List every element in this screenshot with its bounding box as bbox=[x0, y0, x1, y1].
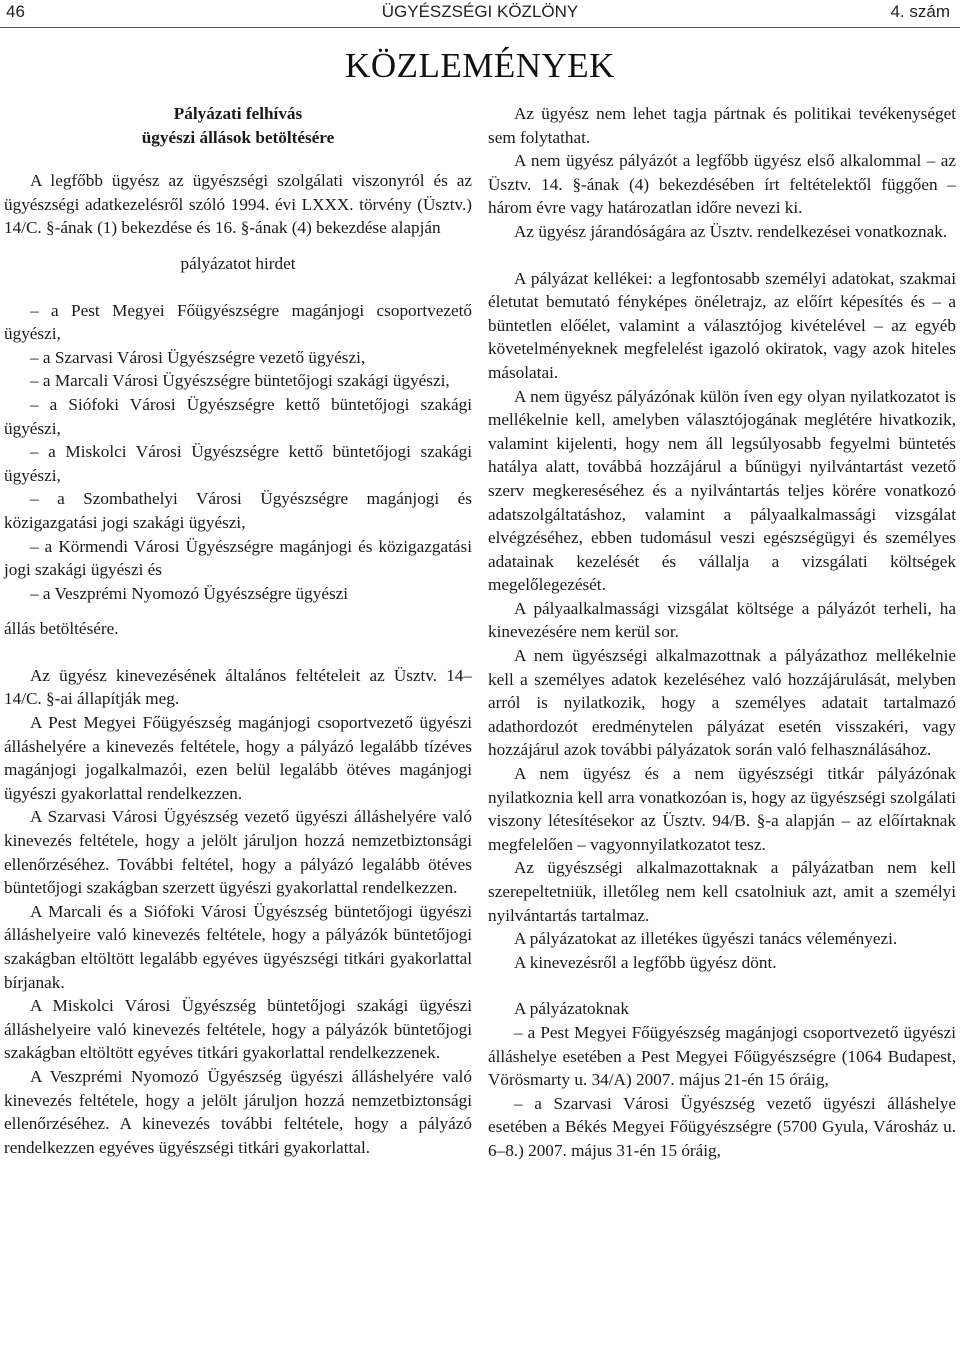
position-item: – a Veszprémi Nyomozó Ügyészségre ügyészi bbox=[30, 583, 349, 603]
submission-item: – a Pest Megyei Főügyészség magánjogi csoportvezető ügyészi álláshelye esetében a Pest Megyei Főügyészségre (1064 Budapest, Vörösmarty u. 34/A) 2007. május 21-én 15 óráig, bbox=[488, 1022, 956, 1090]
body-paragraph: A nem ügyész és a nem ügyészségi titkár pályázónak nyilatkoznia kell arra vonatkozóan is, hogy az ügyészségi szolgálati viszony létesítésekor az Üsztv. 94/B. §-a alapján – az előírtaknak megfelelően – vagyonnyilatkozatot tesz. bbox=[488, 764, 956, 854]
publication-title: ÜGYÉSZSÉGI KÖZLÖNY bbox=[381, 2, 579, 21]
body-paragraph: Az ügyész járandóságára az Üsztv. rendelkezései vonatkoznak. bbox=[514, 221, 948, 241]
closing-line: állás betöltésére. bbox=[4, 619, 119, 639]
submission-heading: A pályázatoknak bbox=[514, 999, 630, 1019]
body-paragraph: A nem ügyész pályázót a legfőbb ügyész első alkalommal – az Üsztv. 14. §-ának (4) bekezdésében írt feltételektől függően – három évre vagy határozatlan időre nevezi ki. bbox=[488, 151, 956, 218]
right-column bbox=[488, 102, 956, 1163]
body-paragraph: A Miskolci Városi Ügyészség büntetőjogi szakági ügyészi álláshelyeire való kinevezés feltétele, hogy a pályázók büntetőjogi szakágban eltöltött egyéves titkári gyakorlattal rendelkezzenek. bbox=[4, 996, 472, 1063]
notice-title bbox=[4, 102, 472, 149]
position-item: – a Pest Megyei Főügyészségre magánjogi csoportvezető ügyészi, bbox=[4, 300, 472, 344]
body-paragraph: A pályaalkalmassági vizsgálat költsége a pályázót terheli, ha kinevezésére nem kerül sor. bbox=[488, 598, 956, 642]
body-paragraph: Az ügyészségi alkalmazottaknak a pályázatban nem kell szerepeltetniük, illetőleg nem kell csatolniuk azt, amit a személyi nyilvántartás tartalmaz. bbox=[488, 858, 956, 925]
body-paragraph: A Szarvasi Városi Ügyészség vezető ügyészi álláshelyére való kinevezés feltétele, hogy a jelölt járuljon hozzá nemzetbiztonsági ellenőrzéséhez. További feltétel, hogy a pályázó legalább ötéves büntetőjogi szakágban szerzett ügyészi gyakorlattal rendelkezzen. bbox=[4, 807, 472, 898]
body-paragraph: A Marcali és a Siófoki Városi Ügyészség büntetőjogi ügyészi álláshelyeire való kinevezés feltétele, hogy a pályázók büntetőjogi szakágban eltöltött legalább egyéves ügyészségi titkári gyakorlattal bírjanak. bbox=[4, 901, 472, 992]
position-item: – a Marcali Városi Ügyészségre büntetőjogi szakági ügyészi, bbox=[30, 371, 450, 391]
intro-paragraph: A legfőbb ügyész az ügyészségi szolgálati viszonyról és az ügyészségi adatkezelésről szóló 1994. évi LXXX. törvény (Üsztv.) 14/C. §-ának (1) bekezdése és 16. §-ának (4) bekezdése alapján bbox=[4, 171, 472, 238]
body-paragraph: A pályázatokat az illetékes ügyészi tanács véleményezi. bbox=[514, 929, 898, 949]
notice-title-line2: ügyészi állások betöltésére bbox=[141, 127, 335, 147]
body-paragraph: Az ügyész kinevezésének általános feltételeit az Üsztv. 14–14/C. §-ai állapítják meg. bbox=[4, 665, 472, 709]
announcement: pályázatot hirdet bbox=[180, 253, 296, 273]
position-item: – a Siófoki Városi Ügyészségre kettő büntetőjogi szakági ügyészi, bbox=[4, 394, 472, 438]
body-paragraph: A kinevezésről a legfőbb ügyész dönt. bbox=[514, 952, 777, 972]
body-paragraph: A pályázat kellékei: a legfontosabb személyi adatokat, szakmai életutat bemutató fényképes önéletrajz, az előírt képesítés és – a büntetlen előélet, valamint a választójog kivételével – az egyéb követelményeknek megfelelést igazoló okiratok, vagy azok hiteles másolatai. bbox=[488, 268, 956, 382]
section-title: KÖZLEMÉNYEK bbox=[345, 46, 615, 85]
position-item: – a Miskolci Városi Ügyészségre kettő büntetőjogi szakági ügyészi, bbox=[4, 442, 472, 485]
left-column bbox=[4, 102, 472, 1159]
issue-number: 4. szám bbox=[890, 2, 950, 21]
body-paragraph: A Veszprémi Nyomozó Ügyészség ügyészi álláshelyére való kinevezés feltétele, hogy a jelölt járuljon hozzá nemzetbiztonsági ellenőrzéséhez. A kinevezés további feltétele, hogy a pályázó rendelkezzen egyéves ügyészségi titkári gyakorlattal. bbox=[4, 1066, 472, 1157]
position-item: – a Szombathelyi Városi Ügyészségre magánjogi és közigazgatási jogi szakági ügyészi, bbox=[4, 489, 472, 532]
position-item: – a Szarvasi Városi Ügyészségre vezető ügyészi, bbox=[30, 347, 366, 367]
notice-title-line1: Pályázati felhívás bbox=[173, 104, 303, 123]
body-paragraph: A nem ügyész pályázónak külön íven egy olyan nyilatkozatot is mellékelnie kell, amelyben választójogának meglétére hivatkozik, valamint kijelenti, hogy nem áll legsúlyosabb fegyelmi büntetés hatálya alatt, továbbá hozzájárul a bűnügyi nyilvántartást vezető szerv megkereséséhez és a nyilvántartás teljes körére vonatkozó adatszolgáltatáshoz, valamint a pályaalkalmassági vizsgálat elvégzéséhez, ebben tudomásul veszi egészségügyi és személyes adatainak kezelését és vállalja a vizsgálati költségek megelőlegezését. bbox=[488, 386, 956, 595]
running-header bbox=[4, 2, 956, 28]
position-item: – a Körmendi Városi Ügyészségre magánjogi és közigazgatási jogi szakági ügyészi és bbox=[4, 536, 472, 580]
header-rule bbox=[0, 27, 960, 28]
body-paragraph: A nem ügyészségi alkalmazottnak a pályázathoz mellékelnie kell a személyes adatok kezeléséhez való hozzájárulását, melyben arról is nyilatkozik, hogy a személyes adatait tartalmazó adathordozót eredménytelen pályázat esetén visszakéri, vagy hozzájárul azok további pályázatok során való felhasználásához. bbox=[488, 646, 956, 760]
page-number: 46 bbox=[6, 2, 25, 21]
body-paragraph: A Pest Megyei Főügyészség magánjogi csoportvezető ügyészi álláshelyére a kinevezés feltétele, hogy a pályázó legalább tízéves magánjogi jogalkalmazói, ezen belül legalább ötéves magánjogi ügyészi gyakorlattal rendelkezzen. bbox=[4, 713, 472, 803]
submission-item: – a Szarvasi Városi Ügyészség vezető ügyészi álláshelye esetében a Békés Megyei Főügyészségre (5700 Gyula, Városház u. 6–8.) 2007. május 31-én 15 óráig, bbox=[488, 1093, 956, 1160]
body-paragraph: Az ügyész nem lehet tagja pártnak és politikai tevékenységet sem folytathat. bbox=[488, 104, 956, 147]
